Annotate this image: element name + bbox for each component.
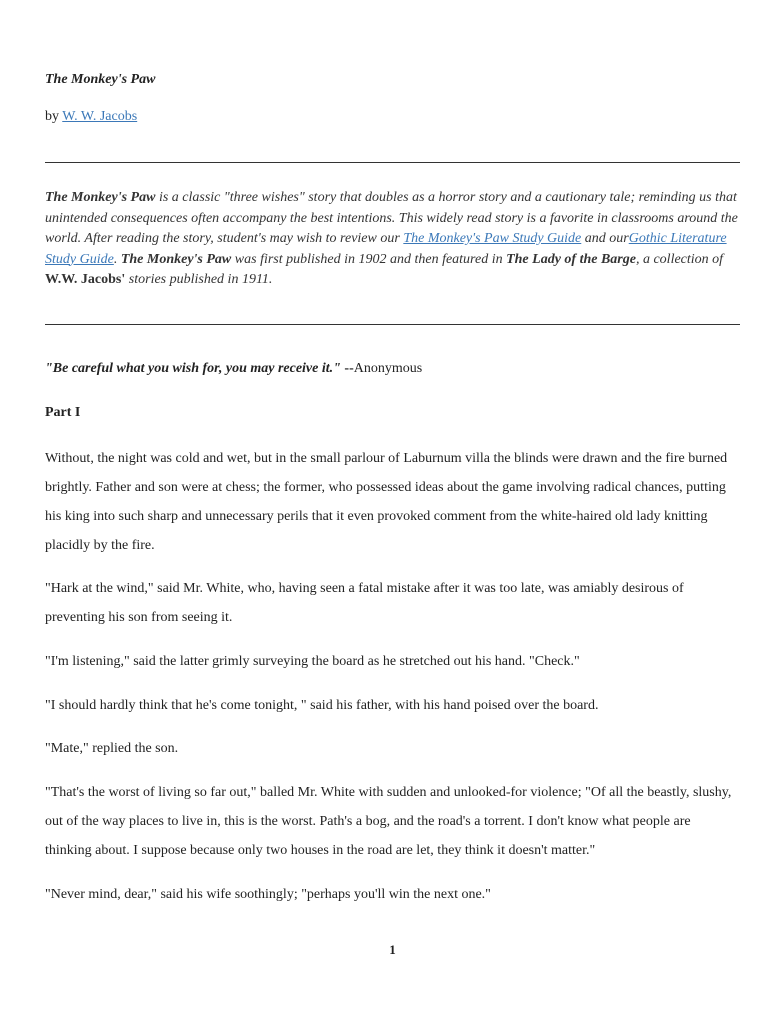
intro-text-5: , a collection of	[635, 251, 724, 267]
intro-title-1: The Monkey's Paw	[45, 190, 156, 205]
epigraph-attribution: Anonymous	[353, 361, 423, 376]
story-title: The Monkey's Paw	[45, 72, 156, 87]
story-paragraph: "That's the worst of living so far out," balled Mr. White with sudden and unlooked-for violence; "Of all the beastly, slushy, out of the way places to live in, this is the worst. Path's a bog, and the road's a torrent. I don't know what people are thinking about. I suppose because only two houses in the road are let, they think it doesn't matter."	[45, 785, 732, 858]
gothic-guide-link[interactable]: Gothic Literature Study Guide	[45, 231, 727, 267]
intro-text-2: and our	[581, 231, 629, 246]
part-heading: Part I	[45, 405, 81, 420]
intro-text-6: stories published in 1911.	[125, 272, 273, 287]
divider-bottom	[45, 324, 740, 325]
intro-collection-title: The Lady of the Barge	[506, 251, 636, 267]
story-paragraph: "Never mind, dear," said his wife soothingly; "perhaps you'll win the next one."	[45, 887, 491, 902]
byline-prefix: by	[45, 109, 63, 124]
epigraph-quote: "Be careful what you wish for, you may receive it."	[45, 361, 341, 376]
intro-text-4: was first published in 1902 and then featured in	[231, 251, 507, 267]
epigraph	[45, 361, 422, 377]
page-number: 1	[389, 942, 396, 957]
intro-paragraph	[45, 188, 740, 291]
intro-text-1: is a classic "three wishes" story that doubles as a horror story and a cautionary tale; reminding us that unintended consequences often accompany the best intentions. This widely read story is a favorite in classrooms around the world. After reading the story, student's may wish to review our	[45, 190, 738, 246]
study-guide-link[interactable]: The Monkey's Paw Study Guide	[403, 231, 582, 246]
author-link[interactable]: W. W. Jacobs	[62, 109, 138, 124]
story-paragraph: "Mate," replied the son.	[45, 741, 179, 756]
intro-author: W.W. Jacobs'	[45, 272, 126, 287]
story-paragraph: "Hark at the wind," said Mr. White, who, having seen a fatal mistake after it was too late, was amiably desirous of preventing his son from seeing it.	[45, 581, 684, 625]
divider-top	[45, 162, 740, 163]
epigraph-dash: --	[340, 361, 354, 376]
intro-title-2: The Monkey's Paw	[120, 251, 232, 267]
story-paragraph: Without, the night was cold and wet, but in the small parlour of Laburnum villa the blinds were drawn and the fire burned brightly. Father and son were at chess; the former, who possessed ideas about the game involving radical chances, putting his king into such sharp and unnecessary perils that it even provoked comment from the white-haired old lady knitting placidly by the fire.	[45, 451, 728, 553]
byline	[45, 109, 137, 125]
intro-text-3: .	[113, 251, 121, 267]
story-paragraph: "I should hardly think that he's come tonight, " said his father, with his hand poised over the board.	[45, 698, 599, 713]
story-paragraph: "I'm listening," said the latter grimly surveying the board as he stretched out his hand. "Check."	[45, 654, 580, 669]
